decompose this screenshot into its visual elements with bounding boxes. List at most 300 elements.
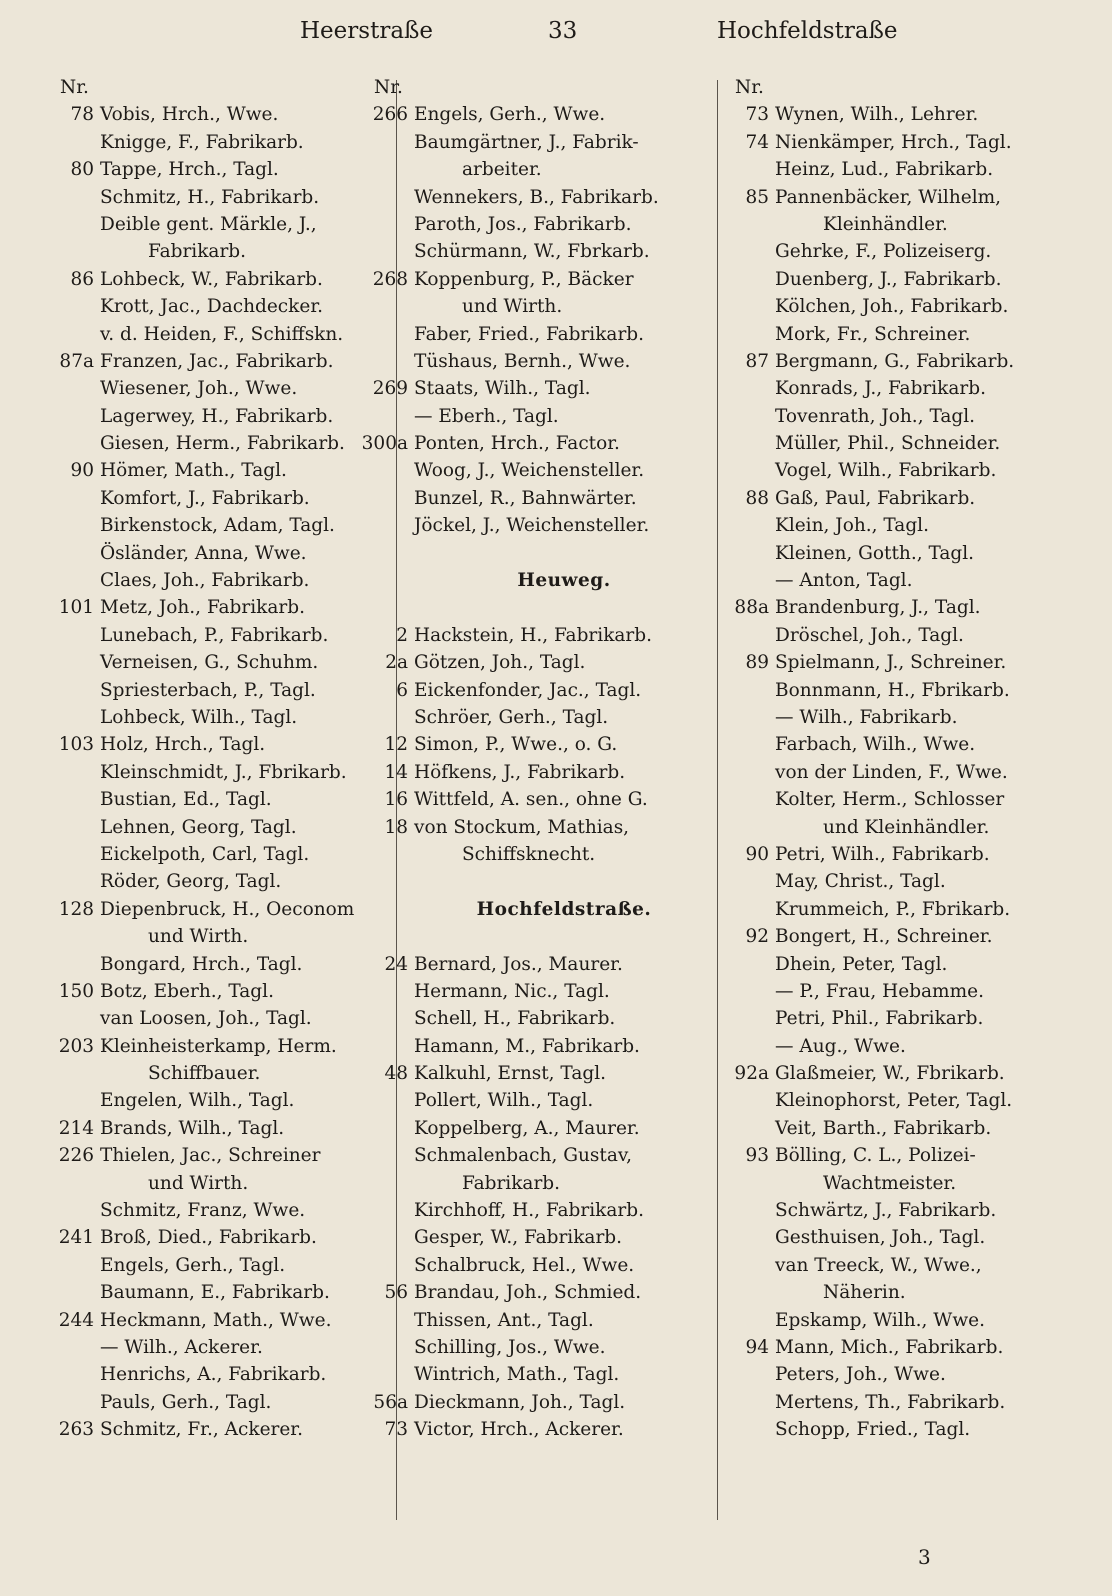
house-number: [713, 430, 775, 457]
resident-entry: Vogel, Wilh., Fabrikarb.: [775, 460, 997, 482]
directory-entry: [713, 1224, 1073, 1251]
resident-entry: Wachtmeister.: [823, 1172, 957, 1194]
directory-entry: [352, 1087, 702, 1114]
directory-entry: [38, 951, 388, 978]
directory-entry: [38, 649, 388, 676]
directory-entry: [713, 156, 1073, 183]
resident-entry: arbeiter.: [462, 159, 542, 181]
resident-entry: Spriesterbach, P., Tagl.: [100, 679, 316, 701]
directory-entry: [352, 403, 702, 430]
house-number: 241: [58, 1227, 94, 1249]
directory-entry: [352, 540, 702, 567]
house-number: 244: [58, 1309, 94, 1331]
street-name: Hochfeldstraße.: [476, 898, 652, 920]
directory-entry: [38, 238, 388, 265]
resident-entry: Lohbeck, Wilh., Tagl.: [100, 706, 298, 728]
resident-entry: und Kleinhändler.: [823, 816, 990, 838]
directory-entry: [352, 814, 702, 841]
directory-entry: [352, 868, 702, 895]
house-number: [352, 321, 414, 348]
house-number: [38, 1361, 100, 1388]
house-number: [38, 540, 100, 567]
house-number: 94: [745, 1336, 769, 1358]
resident-entry: Schilling, Jos., Wwe.: [414, 1336, 606, 1358]
resident-entry: Müller, Phil., Schneider.: [775, 433, 1001, 455]
resident-entry: Duenberg, J., Fabrikarb.: [775, 268, 1002, 290]
directory-entry: [38, 841, 388, 868]
house-number: 269: [372, 378, 408, 400]
resident-entry: Bustian, Ed., Tagl.: [100, 789, 272, 811]
resident-entry: Kalkuhl, Ernst, Tagl.: [414, 1063, 607, 1085]
directory-entry: [713, 74, 1073, 101]
house-number: 88: [745, 487, 769, 509]
house-number: 18: [384, 816, 408, 838]
house-number: [713, 375, 775, 402]
house-number: [713, 403, 775, 430]
house-number: 88a: [734, 597, 769, 619]
directory-entry: [352, 1115, 702, 1142]
house-number: [38, 1334, 100, 1361]
directory-entry: [352, 978, 702, 1005]
directory-entry: [713, 594, 1073, 621]
resident-entry: Pannenbäcker, Wilhelm,: [775, 186, 1002, 208]
directory-entry: [352, 841, 702, 868]
resident-entry: Kleinschmidt, J., Fbrikarb.: [100, 761, 347, 783]
house-number: [713, 951, 775, 978]
resident-entry: — P., Frau, Hebamme.: [775, 980, 984, 1002]
resident-entry: Paroth, Jos., Fabrikarb.: [414, 213, 632, 235]
resident-entry: Staats, Wilh., Tagl.: [414, 378, 591, 400]
house-number: 48: [384, 1063, 408, 1085]
house-number: 14: [384, 761, 408, 783]
resident-entry: Peters, Joh., Wwe.: [775, 1364, 946, 1386]
resident-entry: Wintrich, Math., Tagl.: [414, 1364, 620, 1386]
directory-entry: [713, 1389, 1073, 1416]
house-number: [713, 622, 775, 649]
directory-entry: [38, 1087, 388, 1114]
resident-entry: Broß, Died., Fabrikarb.: [100, 1227, 317, 1249]
house-number: [713, 1170, 775, 1197]
resident-entry: Gesper, W., Fabrikarb.: [414, 1227, 623, 1249]
resident-entry: Jöckel, J., Weichensteller.: [414, 515, 650, 537]
house-number: 16: [384, 789, 408, 811]
resident-entry: Baumgärtner, J., Fabrik-: [414, 131, 639, 153]
house-number: 128: [58, 898, 94, 920]
directory-entry: [38, 786, 388, 813]
resident-entry: Bongert, H., Schreiner.: [775, 926, 993, 948]
resident-entry: Eickenfonder, Jac., Tagl.: [414, 679, 642, 701]
directory-entry: [713, 1033, 1073, 1060]
resident-entry: Krott, Jac., Dachdecker.: [100, 296, 324, 318]
directory-entry: [352, 1389, 702, 1416]
directory-entry: [352, 375, 702, 402]
resident-entry: Schürmann, W., Fbrkarb.: [414, 241, 650, 263]
resident-entry: Gaß, Paul, Fabrikarb.: [775, 487, 976, 509]
resident-entry: Claes, Joh., Fabrikarb.: [100, 570, 310, 592]
resident-entry: Engels, Gerh., Tagl.: [100, 1254, 286, 1276]
resident-entry: Knigge, F., Fabrikarb.: [100, 131, 304, 153]
directory-entry: [713, 1087, 1073, 1114]
directory-entry: [38, 375, 388, 402]
directory-entry: [352, 1307, 702, 1334]
directory-entry: [713, 1115, 1073, 1142]
directory-entry: [38, 759, 388, 786]
directory-entry: [713, 1334, 1073, 1361]
directory-entry: [38, 403, 388, 430]
directory-entry: [352, 321, 702, 348]
house-number: [38, 1252, 100, 1279]
house-number: [713, 1389, 775, 1416]
directory-entry: [352, 266, 702, 293]
directory-entry: [352, 731, 702, 758]
resident-entry: Kleinophorst, Peter, Tagl.: [775, 1090, 1013, 1112]
resident-entry: Hackstein, H., Fabrikarb.: [414, 624, 652, 646]
house-number: 87: [745, 350, 769, 372]
directory-entry: [352, 759, 702, 786]
directory-entry: [38, 1060, 388, 1087]
house-number: 300a: [361, 433, 408, 455]
house-number: [352, 1252, 414, 1279]
directory-entry: [713, 266, 1073, 293]
resident-entry: Kleinheisterkamp, Herm.: [100, 1035, 337, 1057]
resident-entry: Hermann, Nic., Tagl.: [414, 980, 610, 1002]
house-number: [713, 1087, 775, 1114]
house-number: [352, 594, 414, 621]
house-number: [713, 1115, 775, 1142]
house-number: [713, 1197, 775, 1224]
directory-entry: [713, 786, 1073, 813]
directory-entry: [713, 1197, 1073, 1224]
street-name: Heuweg.: [517, 570, 611, 592]
directory-entry: [38, 978, 388, 1005]
directory-entry: [38, 567, 388, 594]
resident-entry: Schröer, Gerh., Tagl.: [414, 706, 609, 728]
house-number: [38, 759, 100, 786]
house-number: [38, 211, 100, 238]
house-number: 80: [70, 159, 94, 181]
house-number: 87a: [59, 350, 94, 372]
directory-entry: [38, 896, 388, 923]
directory-entry: [352, 1060, 702, 1087]
house-number: 12: [384, 734, 408, 756]
house-number: [713, 512, 775, 539]
house-number: [352, 1033, 414, 1060]
directory-entry: [713, 540, 1073, 567]
directory-entry: [38, 1142, 388, 1169]
resident-entry: Woog, J., Weichensteller.: [414, 460, 645, 482]
resident-entry: Schell, H., Fabrikarb.: [414, 1008, 616, 1030]
house-number: [38, 649, 100, 676]
house-number: [713, 540, 775, 567]
directory-entry: [352, 923, 702, 950]
resident-entry: Engels, Gerh., Wwe.: [414, 104, 606, 126]
directory-entry: [38, 293, 388, 320]
house-number: 226: [58, 1145, 94, 1167]
house-number: [352, 1224, 414, 1251]
directory-entry: [352, 1224, 702, 1251]
resident-entry: Schmitz, H., Fabrikarb.: [100, 186, 320, 208]
resident-entry: Pauls, Gerh., Tagl.: [100, 1391, 272, 1413]
house-number: [352, 841, 414, 868]
column-2: [352, 74, 702, 1444]
directory-entry: [713, 1060, 1073, 1087]
house-number: [352, 403, 414, 430]
house-number: 150: [58, 980, 94, 1002]
house-number: 92: [745, 926, 769, 948]
directory-entry: [38, 677, 388, 704]
directory-entry: [713, 293, 1073, 320]
resident-entry: Verneisen, G., Schuhm.: [100, 652, 319, 674]
directory-entry: [713, 622, 1073, 649]
directory-entry: [713, 841, 1073, 868]
resident-entry: Gesthuisen, Joh., Tagl.: [775, 1227, 986, 1249]
resident-entry: — Wilh., Ackerer.: [100, 1336, 263, 1358]
house-number: [38, 403, 100, 430]
resident-entry: und Wirth.: [462, 296, 563, 318]
resident-entry: Bernard, Jos., Maurer.: [414, 953, 623, 975]
house-number: [38, 868, 100, 895]
directory-entry: [38, 1361, 388, 1388]
house-number: [38, 786, 100, 813]
header-right-street: Hochfeldstraße: [717, 18, 898, 44]
resident-entry: Bunzel, R., Bahnwärter.: [414, 487, 637, 509]
directory-entry: [713, 677, 1073, 704]
house-number: [713, 321, 775, 348]
section-heading: [352, 896, 702, 923]
resident-entry: Schmitz, Fr., Ackerer.: [100, 1419, 304, 1441]
house-number: Nr.: [735, 77, 764, 98]
house-number: [352, 1142, 414, 1169]
house-number: [352, 1334, 414, 1361]
column-1: [38, 74, 388, 1444]
resident-entry: Höfkens, J., Fabrikarb.: [414, 761, 626, 783]
directory-entry: [38, 211, 388, 238]
resident-entry: Baumann, E., Fabrikarb.: [100, 1282, 330, 1304]
resident-entry: Bölling, C. L., Polizei-: [775, 1145, 976, 1167]
house-number: [352, 868, 414, 895]
directory-entry: [38, 184, 388, 211]
house-number: 73: [745, 104, 769, 126]
resident-entry: Simon, P., Wwe., o. G.: [414, 734, 618, 756]
house-number: [352, 238, 414, 265]
resident-entry: Vobis, Hrch., Wwe.: [100, 104, 279, 126]
resident-entry: Mann, Mich., Fabrikarb.: [775, 1336, 1004, 1358]
house-number: [38, 512, 100, 539]
directory-entry: [38, 348, 388, 375]
resident-entry: Petri, Wilh., Fabrikarb.: [775, 843, 990, 865]
directory-entry: [713, 704, 1073, 731]
house-number: [713, 457, 775, 484]
house-number: [38, 1060, 100, 1087]
directory-entry: [352, 1334, 702, 1361]
resident-entry: Wynen, Wilh., Lehrer.: [775, 104, 979, 126]
house-number: [713, 293, 775, 320]
resident-entry: Schalbruck, Hel., Wwe.: [414, 1254, 635, 1276]
directory-entry: [713, 1142, 1073, 1169]
directory-entry: [38, 731, 388, 758]
resident-entry: Faber, Fried., Fabrikarb.: [414, 323, 645, 345]
resident-entry: Kölchen, Joh., Fabrikarb.: [775, 296, 1009, 318]
resident-entry: von der Linden, F., Wwe.: [775, 761, 1008, 783]
resident-entry: — Wilh., Fabrikarb.: [775, 706, 958, 728]
directory-entry: [38, 1334, 388, 1361]
resident-entry: Lohbeck, W., Fabrikarb.: [100, 268, 323, 290]
directory-entry: [352, 649, 702, 676]
house-number: 78: [70, 104, 94, 126]
house-number: [352, 704, 414, 731]
house-number: [38, 184, 100, 211]
directory-entry: [713, 1307, 1073, 1334]
directory-entry: [38, 1389, 388, 1416]
directory-entry: [38, 540, 388, 567]
house-number: [38, 485, 100, 512]
house-number: [38, 677, 100, 704]
resident-entry: Dhein, Peter, Tagl.: [775, 953, 948, 975]
house-number: 90: [745, 843, 769, 865]
resident-entry: Ösländer, Anna, Wwe.: [100, 542, 307, 564]
directory-entry: [713, 211, 1073, 238]
resident-entry: Botz, Eberh., Tagl.: [100, 980, 274, 1002]
house-number: 92a: [734, 1063, 769, 1085]
directory-entry: [713, 430, 1073, 457]
resident-entry: Brandau, Joh., Schmied.: [414, 1282, 642, 1304]
resident-entry: Thissen, Ant., Tagl.: [414, 1309, 594, 1331]
directory-entry: [352, 348, 702, 375]
resident-entry: Röder, Georg, Tagl.: [100, 871, 282, 893]
house-number: [38, 129, 100, 156]
directory-entry: [38, 1307, 388, 1334]
resident-entry: Epskamp, Wilh., Wwe.: [775, 1309, 985, 1331]
house-number: [713, 759, 775, 786]
house-number: [352, 184, 414, 211]
house-number: [352, 978, 414, 1005]
house-number: [38, 321, 100, 348]
directory-entry: [713, 1279, 1073, 1306]
directory-entry: [352, 1361, 702, 1388]
house-number: [713, 896, 775, 923]
house-number: [713, 814, 775, 841]
directory-entry: [352, 594, 702, 621]
house-number: [713, 731, 775, 758]
resident-entry: Kleinen, Gotth., Tagl.: [775, 542, 975, 564]
house-number: 6: [396, 679, 408, 701]
resident-entry: Brandenburg, J., Tagl.: [775, 597, 981, 619]
resident-entry: Hamann, M., Fabrikarb.: [414, 1035, 640, 1057]
directory-entry: [713, 978, 1073, 1005]
house-number: 203: [58, 1035, 94, 1057]
resident-entry: Petri, Phil., Fabrikarb.: [775, 1008, 984, 1030]
directory-entry: [352, 184, 702, 211]
footer-signature: 3: [918, 1545, 931, 1569]
directory-entry: [38, 266, 388, 293]
resident-entry: Mork, Fr., Schreiner.: [775, 323, 971, 345]
house-number: [352, 348, 414, 375]
house-number: [38, 375, 100, 402]
directory-entry: [713, 731, 1073, 758]
resident-entry: Wiesener, Joh., Wwe.: [100, 378, 298, 400]
resident-entry: Nienkämper, Hrch., Tagl.: [775, 131, 1012, 153]
resident-entry: Gehrke, F., Polizeiserg.: [775, 241, 992, 263]
directory-entry: [713, 129, 1073, 156]
directory-entry: [352, 1033, 702, 1060]
resident-entry: Lagerwey, H., Fabrikarb.: [100, 405, 334, 427]
resident-entry: Wittfeld, A. sen., ohne G.: [414, 789, 648, 811]
resident-entry: Schopp, Fried., Tagl.: [775, 1419, 971, 1441]
directory-entry: [713, 1170, 1073, 1197]
house-number: [713, 1005, 775, 1032]
house-number: 214: [58, 1117, 94, 1139]
house-number: [38, 951, 100, 978]
house-number: [713, 1307, 775, 1334]
directory-entry: [713, 868, 1073, 895]
resident-entry: Brands, Wilh., Tagl.: [100, 1117, 285, 1139]
directory-entry: [38, 156, 388, 183]
resident-entry: Ponten, Hrch., Factor.: [414, 433, 620, 455]
house-number: [713, 1279, 775, 1306]
directory-entry: [352, 1279, 702, 1306]
house-number: 24: [384, 953, 408, 975]
directory-entry: [352, 704, 702, 731]
resident-entry: May, Christ., Tagl.: [775, 871, 946, 893]
house-number: [352, 293, 414, 320]
directory-entry: [713, 649, 1073, 676]
column-3: [713, 74, 1073, 1444]
directory-entry: [713, 457, 1073, 484]
house-number: [713, 1252, 775, 1279]
page-number: 33: [548, 18, 578, 44]
resident-entry: Holz, Hrch., Tagl.: [100, 734, 266, 756]
house-number: [713, 1416, 775, 1443]
house-number: 268: [372, 268, 408, 290]
directory-entry: [352, 74, 702, 101]
directory-entry: [352, 211, 702, 238]
directory-entry: [713, 375, 1073, 402]
resident-entry: van Treeck, W., Wwe.,: [775, 1254, 982, 1276]
resident-entry: Diepenbruck, H., Oeconom: [100, 898, 355, 920]
directory-entry: [38, 1416, 388, 1443]
directory-entry: [713, 814, 1073, 841]
resident-entry: Metz, Joh., Fabrikarb.: [100, 597, 305, 619]
house-number: [38, 622, 100, 649]
resident-entry: Dieckmann, Joh., Tagl.: [414, 1391, 626, 1413]
house-number: [38, 704, 100, 731]
house-number: [38, 1389, 100, 1416]
directory-entry: [352, 1252, 702, 1279]
house-number: Nr.: [60, 77, 89, 98]
resident-entry: und Wirth.: [148, 926, 249, 948]
resident-entry: Bongard, Hrch., Tagl.: [100, 953, 303, 975]
directory-entry: [352, 1142, 702, 1169]
directory-entry: [38, 74, 388, 101]
resident-entry: Lunebach, P., Fabrikarb.: [100, 624, 329, 646]
house-number: [352, 485, 414, 512]
directory-entry: [38, 1279, 388, 1306]
directory-entry: [38, 512, 388, 539]
resident-entry: Thielen, Jac., Schreiner: [100, 1145, 321, 1167]
header-left-street: Heerstraße: [300, 18, 434, 44]
house-number: [713, 266, 775, 293]
directory-entry: [713, 348, 1073, 375]
house-number: [38, 1087, 100, 1114]
house-number: [352, 1361, 414, 1388]
house-number: 56a: [373, 1391, 408, 1413]
house-number: [352, 156, 414, 183]
house-number: 2: [396, 624, 408, 646]
house-number: 86: [70, 268, 94, 290]
resident-entry: Klein, Joh., Tagl.: [775, 515, 929, 537]
house-number: [38, 841, 100, 868]
resident-entry: Schiffbauer.: [148, 1063, 261, 1085]
